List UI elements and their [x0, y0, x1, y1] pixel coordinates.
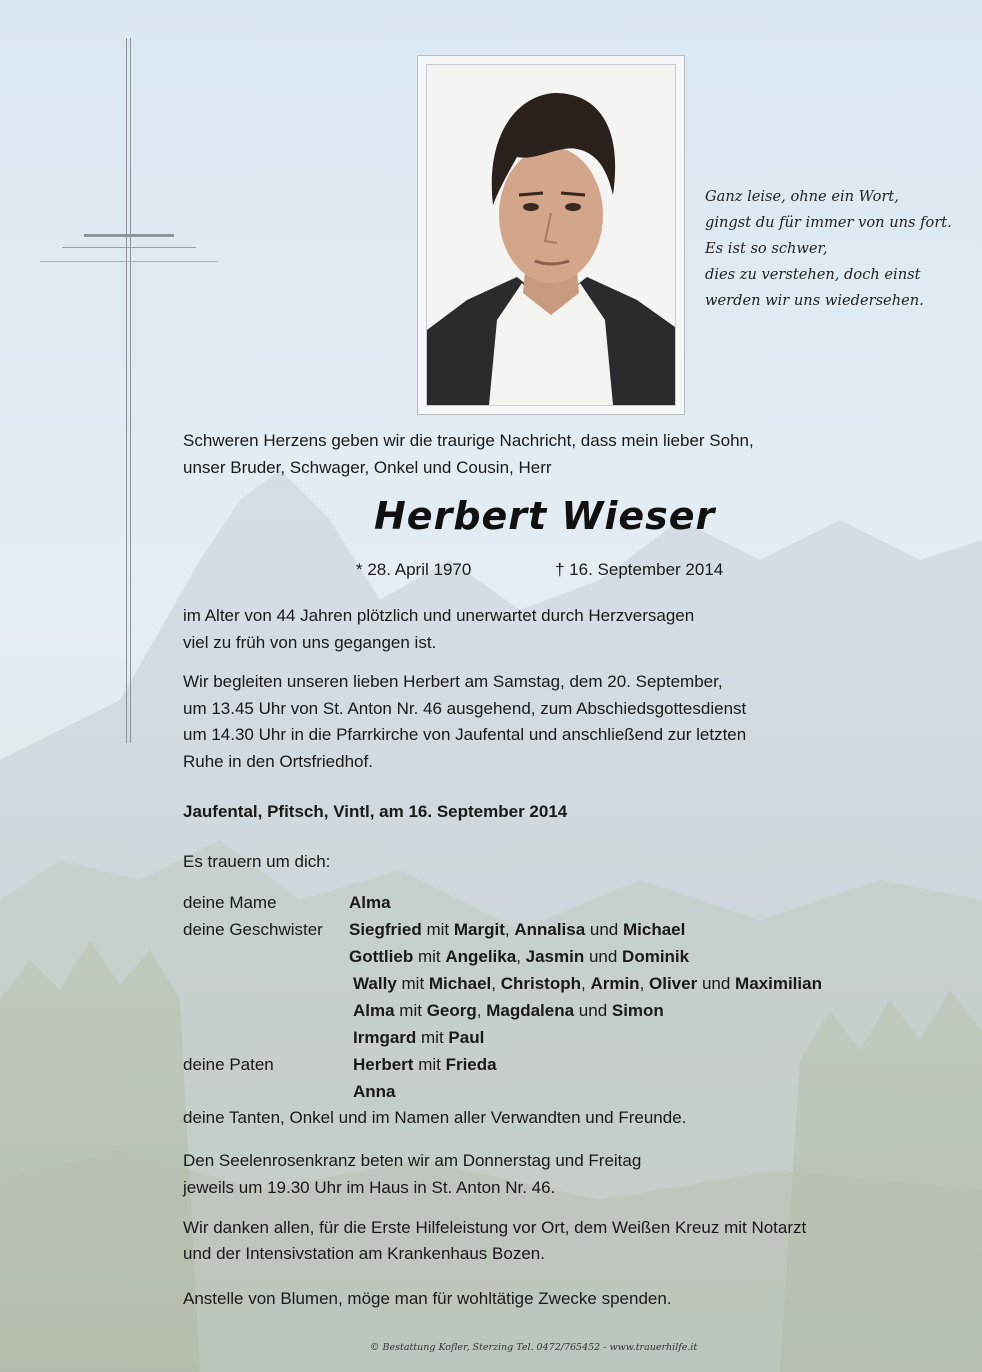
connector-text: ,: [516, 947, 526, 966]
connector-text: ,: [639, 974, 650, 993]
person-name: Irmgard: [353, 1028, 417, 1047]
poem-line: gingst du für immer von uns fort.: [705, 214, 952, 231]
person-name: Paul: [448, 1028, 485, 1047]
mourners-intro: Es trauern um dich:: [183, 852, 331, 871]
connector-text: und: [697, 974, 736, 993]
sibling-line: [353, 1024, 484, 1051]
mother-name: Alma: [349, 893, 391, 912]
cross-line-icon: [62, 247, 196, 248]
person-name: Anna: [353, 1082, 396, 1101]
connector-text: und: [574, 1001, 612, 1020]
person-name: Jasmin: [525, 947, 585, 966]
person-name: Oliver: [649, 974, 698, 993]
siblings-label: deine Geschwister: [183, 920, 323, 939]
connector-text: und: [584, 947, 623, 966]
cross-bar-icon: [84, 234, 174, 237]
cross-line-icon: [40, 261, 218, 262]
funeral-line: Wir begleiten unseren lieben Herbert am Samstag, dem 20. September,: [183, 672, 723, 691]
connector-text: mit: [413, 947, 446, 966]
person-name: Georg: [426, 1001, 477, 1020]
connector-text: ,: [491, 974, 501, 993]
person-name: Annalisa: [514, 920, 586, 939]
sibling-line: [349, 943, 689, 970]
person-name: Angelika: [445, 947, 517, 966]
age-line: im Alter von 44 Jahren plötzlich und unerwartet durch Herzversagen: [183, 606, 695, 625]
connector-text: ,: [476, 1001, 487, 1020]
age-line: viel zu früh von uns gegangen ist.: [183, 633, 437, 652]
connector-text: mit: [416, 1028, 449, 1047]
person-name: Dominik: [622, 947, 690, 966]
person-name: Gottlieb: [349, 947, 414, 966]
footer-credit: © Bestattung Kofler, Sterzing Tel. 0472/765452 - www.trauerhilfe.it: [370, 1342, 698, 1353]
poem-line: werden wir uns wiedersehen.: [705, 292, 924, 309]
intro-line: Schweren Herzens geben wir die traurige Nachricht, dass mein lieber Sohn,: [183, 431, 754, 450]
person-name: Simon: [611, 1001, 664, 1020]
person-name: Christoph: [500, 974, 581, 993]
connector-text: mit: [421, 920, 454, 939]
person-name: Michael: [428, 974, 492, 993]
connector-text: ,: [504, 920, 515, 939]
poem-line: Ganz leise, ohne ein Wort,: [705, 188, 899, 205]
mother-label: deine Mame: [183, 893, 277, 912]
death-date: † 16. September 2014: [555, 560, 724, 579]
person-name: Magdalena: [486, 1001, 575, 1020]
godparents-label: deine Paten: [183, 1055, 274, 1074]
connector-text: und: [585, 920, 623, 939]
place-date: Jaufental, Pfitsch, Vintl, am 16. September 2014: [183, 802, 568, 821]
connector-text: ,: [580, 974, 591, 993]
sibling-line: [349, 916, 685, 943]
thanks-line: und der Intensivstation am Krankenhaus Bozen.: [183, 1244, 545, 1263]
poem-line: dies zu verstehen, doch einst: [705, 266, 921, 283]
person-name: Alma: [353, 1001, 395, 1020]
person-name: Wally: [353, 974, 397, 993]
godparent-line: [353, 1051, 497, 1078]
person-name: Maximilian: [735, 974, 822, 993]
donation-note: Anstelle von Blumen, möge man für wohltätige Zwecke spenden.: [183, 1289, 672, 1308]
mourners-closing: deine Tanten, Onkel und im Namen aller Verwandten und Freunde.: [183, 1108, 687, 1127]
funeral-line: um 13.45 Uhr von St. Anton Nr. 46 ausgehend, zum Abschiedsgottesdienst: [183, 699, 747, 718]
person-name: Margit: [453, 920, 505, 939]
funeral-line: um 14.30 Uhr in die Pfarrkirche von Jaufental und anschließend zur letzten: [183, 725, 747, 744]
connector-text: mit: [413, 1055, 446, 1074]
funeral-line: Ruhe in den Ortsfriedhof.: [183, 752, 373, 771]
person-name: Armin: [590, 974, 640, 993]
rosary-line: Den Seelenrosenkranz beten wir am Donnerstag und Freitag: [183, 1151, 642, 1170]
poem: [705, 184, 975, 314]
godparent-line: [353, 1078, 396, 1105]
person-name: Frieda: [445, 1055, 497, 1074]
rosary-line: jeweils um 19.30 Uhr im Haus in St. Anton Nr. 46.: [183, 1178, 556, 1197]
person-name: Michael: [622, 920, 686, 939]
portrait-photo: [426, 64, 676, 406]
thanks-line: Wir danken allen, für die Erste Hilfeleistung vor Ort, dem Weißen Kreuz mit Notarzt: [183, 1218, 807, 1237]
person-name: Siegfried: [349, 920, 422, 939]
cross-vertical-icon: [126, 38, 131, 743]
person-name: Herbert: [353, 1055, 414, 1074]
connector-text: mit: [394, 1001, 427, 1020]
birth-date: * 28. April 1970: [356, 560, 472, 579]
intro-line: unser Bruder, Schwager, Onkel und Cousin, Herr: [183, 458, 552, 477]
sibling-line: [353, 970, 822, 997]
poem-line: Es ist so schwer,: [705, 240, 828, 257]
deceased-name: Herbert Wieser: [374, 494, 716, 538]
connector-text: mit: [396, 974, 429, 993]
sibling-line: [353, 997, 664, 1024]
